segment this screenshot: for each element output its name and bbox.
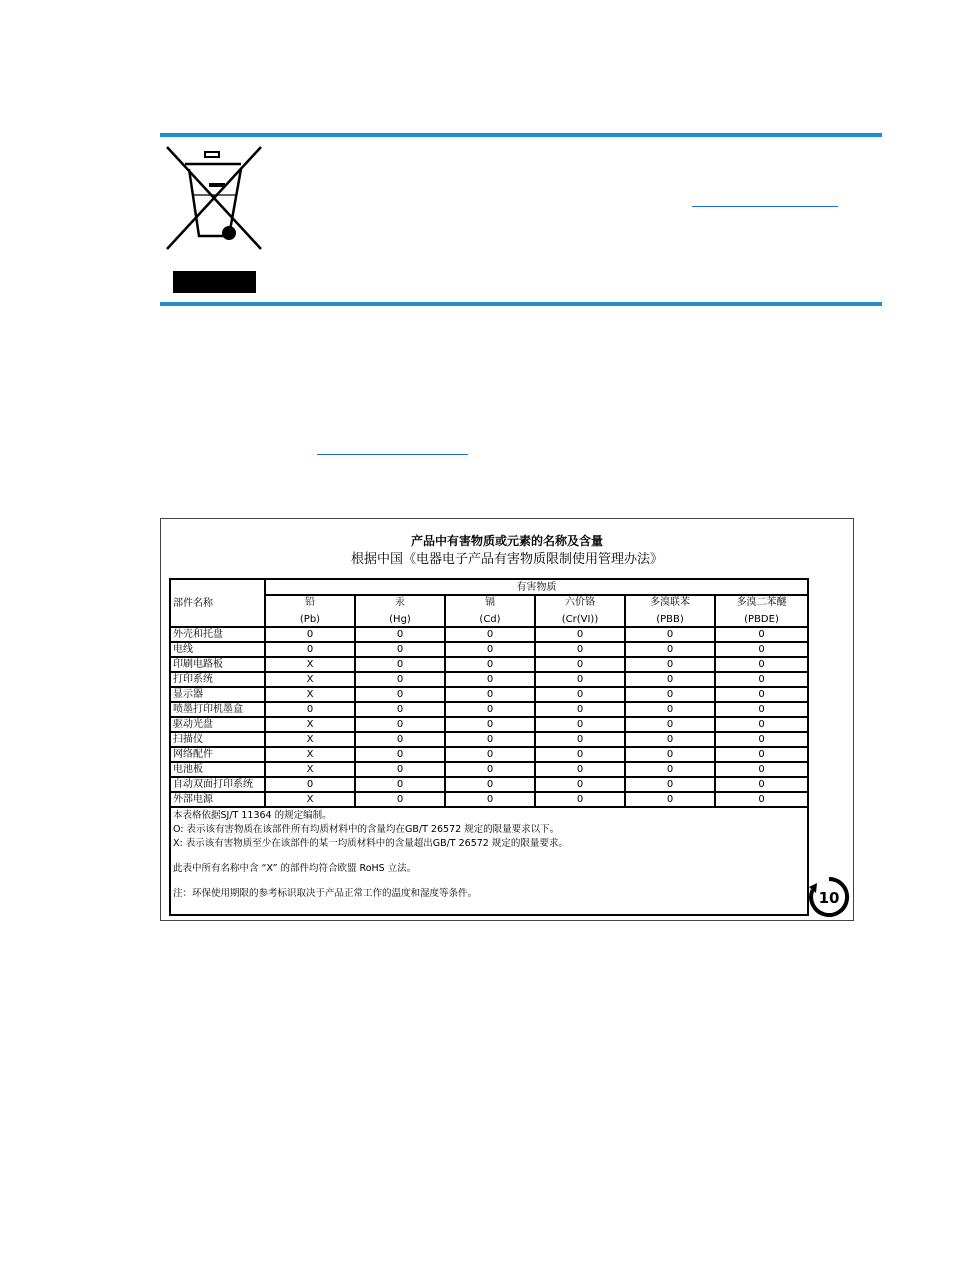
hazardous-substance-table bbox=[169, 578, 809, 916]
substance-value-cell: 0 bbox=[445, 687, 535, 702]
substance-header bbox=[535, 595, 625, 627]
substance-value-cell: 0 bbox=[445, 732, 535, 747]
substance-value-cell: 0 bbox=[445, 777, 535, 792]
substance-value-cell: 0 bbox=[355, 792, 445, 807]
substance-header bbox=[445, 595, 535, 627]
substance-value-cell: 0 bbox=[715, 642, 808, 657]
substance-value-cell: X bbox=[265, 732, 355, 747]
substance-value-cell: X bbox=[265, 687, 355, 702]
substance-value-cell: 0 bbox=[445, 717, 535, 732]
table-row bbox=[170, 702, 808, 717]
substance-name: 多溴联苯 bbox=[650, 597, 690, 608]
substance-name: 六价铬 bbox=[565, 597, 595, 608]
substance-value-cell: X bbox=[265, 672, 355, 687]
part-name-cell: 外部电源 bbox=[170, 792, 265, 807]
substance-value-cell: 0 bbox=[625, 777, 715, 792]
substance-symbol: (Cd) bbox=[479, 614, 501, 625]
substance-value-cell: X bbox=[265, 792, 355, 807]
substance-value-cell: 0 bbox=[625, 627, 715, 642]
substance-value-cell: X bbox=[265, 747, 355, 762]
table-row bbox=[170, 627, 808, 642]
substance-value-cell: 0 bbox=[355, 702, 445, 717]
substance-value-cell: 0 bbox=[355, 777, 445, 792]
note-x: X: 表示该有害物质至少在该部件的某一均质材料中的含量超出GB/T 26572 规定的限量要求。 bbox=[173, 838, 568, 849]
substance-value-cell: 0 bbox=[445, 642, 535, 657]
substance-value-cell: 0 bbox=[355, 672, 445, 687]
substance-value-cell: 0 bbox=[715, 702, 808, 717]
substance-value-cell: 0 bbox=[535, 672, 625, 687]
substance-name: 汞 bbox=[395, 597, 405, 608]
substance-value-cell: 0 bbox=[535, 777, 625, 792]
substance-value-cell: 0 bbox=[445, 627, 535, 642]
substance-value-cell: 0 bbox=[355, 642, 445, 657]
table-notes bbox=[170, 807, 808, 915]
part-name-cell: 显示器 bbox=[170, 687, 265, 702]
table-row bbox=[170, 732, 808, 747]
substance-value-cell: 0 bbox=[625, 717, 715, 732]
part-name-cell: 驱动光盘 bbox=[170, 717, 265, 732]
part-name-cell: 外壳和托盘 bbox=[170, 627, 265, 642]
substance-value-cell: 0 bbox=[535, 717, 625, 732]
substance-value-cell: 0 bbox=[535, 687, 625, 702]
substance-value-cell: 0 bbox=[355, 627, 445, 642]
substance-value-cell: 0 bbox=[625, 792, 715, 807]
substance-value-cell: 0 bbox=[265, 702, 355, 717]
note-standard: 本表格依据SJ/T 11364 的规定编制。 bbox=[173, 810, 332, 821]
substance-value-cell: 0 bbox=[355, 687, 445, 702]
substance-value-cell: X bbox=[265, 657, 355, 672]
substance-value-cell: 0 bbox=[445, 702, 535, 717]
substance-symbol: (Pb) bbox=[299, 614, 321, 625]
substance-value-cell: 0 bbox=[355, 732, 445, 747]
substance-value-cell: 0 bbox=[535, 657, 625, 672]
substance-value-cell: 0 bbox=[265, 777, 355, 792]
crossed-out-wheelie-bin-icon bbox=[165, 145, 263, 253]
part-name-cell: 喷墨打印机墨盒 bbox=[170, 702, 265, 717]
substance-value-cell: 0 bbox=[355, 762, 445, 777]
environment-friendly-use-period-icon bbox=[807, 875, 851, 919]
substance-value-cell: 0 bbox=[535, 627, 625, 642]
link-underline[interactable] bbox=[692, 206, 838, 207]
table-row bbox=[170, 657, 808, 672]
note-efup: 注：环保使用期限的参考标识取决于产品正常工作的温度和湿度等条件。 bbox=[173, 888, 478, 899]
substance-name: 多溴二苯醚 bbox=[736, 597, 787, 608]
substance-header bbox=[265, 595, 355, 627]
substance-value-cell: 0 bbox=[715, 672, 808, 687]
substance-value-cell: 0 bbox=[715, 717, 808, 732]
substance-value-cell: 0 bbox=[625, 747, 715, 762]
substance-value-cell: 0 bbox=[535, 747, 625, 762]
table-row bbox=[170, 792, 808, 807]
substance-value-cell: 0 bbox=[625, 687, 715, 702]
substance-symbol: (PBB) bbox=[656, 614, 684, 625]
substance-value-cell: 0 bbox=[715, 792, 808, 807]
part-name-cell: 打印系统 bbox=[170, 672, 265, 687]
efup-number: 10 bbox=[818, 889, 840, 907]
rohs-table-subtitle: 根据中国《电器电子产品有害物质限制使用管理办法》 bbox=[350, 552, 663, 567]
substance-value-cell: 0 bbox=[625, 672, 715, 687]
substance-value-cell: 0 bbox=[445, 747, 535, 762]
table-row bbox=[170, 762, 808, 777]
substance-group-header: 有害物质 bbox=[265, 579, 808, 595]
substance-value-cell: 0 bbox=[715, 732, 808, 747]
substance-name: 镉 bbox=[485, 597, 495, 608]
substance-value-cell: 0 bbox=[265, 642, 355, 657]
substance-value-cell: 0 bbox=[625, 702, 715, 717]
substance-symbol: (PBDE) bbox=[744, 614, 779, 625]
substance-value-cell: 0 bbox=[625, 657, 715, 672]
table-row bbox=[170, 747, 808, 762]
substance-value-cell: 0 bbox=[535, 792, 625, 807]
substance-value-cell: 0 bbox=[715, 762, 808, 777]
bottom-divider bbox=[160, 302, 882, 306]
table-row bbox=[170, 672, 808, 687]
substance-value-cell: 0 bbox=[355, 747, 445, 762]
substance-value-cell: 0 bbox=[445, 672, 535, 687]
part-name-cell: 电线 bbox=[170, 642, 265, 657]
substance-value-cell: 0 bbox=[535, 642, 625, 657]
substance-value-cell: 0 bbox=[535, 762, 625, 777]
part-name-cell: 扫描仪 bbox=[170, 732, 265, 747]
part-name-cell: 电池板 bbox=[170, 762, 265, 777]
note-rohs: 此表中所有名称中含 “X” 的部件均符合欧盟 RoHS 立法。 bbox=[173, 863, 417, 874]
rohs-table-frame bbox=[160, 518, 854, 921]
substance-value-cell: 0 bbox=[625, 762, 715, 777]
substance-value-cell: X bbox=[265, 762, 355, 777]
part-name-cell: 自动双面打印系统 bbox=[170, 777, 265, 792]
substance-value-cell: 0 bbox=[715, 777, 808, 792]
substance-name: 铅 bbox=[305, 597, 315, 608]
top-divider bbox=[160, 133, 882, 137]
substance-header bbox=[625, 595, 715, 627]
substance-value-cell: 0 bbox=[445, 762, 535, 777]
substance-symbol: (Hg) bbox=[389, 614, 411, 625]
substance-value-cell: X bbox=[265, 717, 355, 732]
link-underline[interactable] bbox=[317, 454, 468, 455]
substance-value-cell: 0 bbox=[715, 657, 808, 672]
substance-value-cell: 0 bbox=[535, 732, 625, 747]
substance-value-cell: 0 bbox=[625, 732, 715, 747]
substance-value-cell: 0 bbox=[715, 687, 808, 702]
rohs-table-title: 产品中有害物质或元素的名称及含量 bbox=[410, 534, 603, 548]
substance-header bbox=[355, 595, 445, 627]
table-row bbox=[170, 687, 808, 702]
substance-value-cell: 0 bbox=[355, 717, 445, 732]
substance-value-cell: 0 bbox=[535, 702, 625, 717]
note-o: O: 表示该有害物质在该部件所有均质材料中的含量均在GB/T 26572 规定的限量要求以下。 bbox=[173, 824, 560, 835]
substance-value-cell: 0 bbox=[265, 627, 355, 642]
substance-value-cell: 0 bbox=[625, 642, 715, 657]
substance-header bbox=[715, 595, 808, 627]
part-name-cell: 网络配件 bbox=[170, 747, 265, 762]
part-name-header: 部件名称 bbox=[170, 579, 265, 627]
substance-value-cell: 0 bbox=[715, 627, 808, 642]
table-row bbox=[170, 777, 808, 792]
part-name-cell: 印刷电路板 bbox=[170, 657, 265, 672]
substance-value-cell: 0 bbox=[445, 792, 535, 807]
substance-value-cell: 0 bbox=[445, 657, 535, 672]
table-row bbox=[170, 717, 808, 732]
table-row bbox=[170, 642, 808, 657]
weee-black-bar bbox=[173, 271, 256, 293]
substance-value-cell: 0 bbox=[355, 657, 445, 672]
substance-value-cell: 0 bbox=[715, 747, 808, 762]
substance-symbol: (Cr(VI)) bbox=[561, 614, 599, 625]
